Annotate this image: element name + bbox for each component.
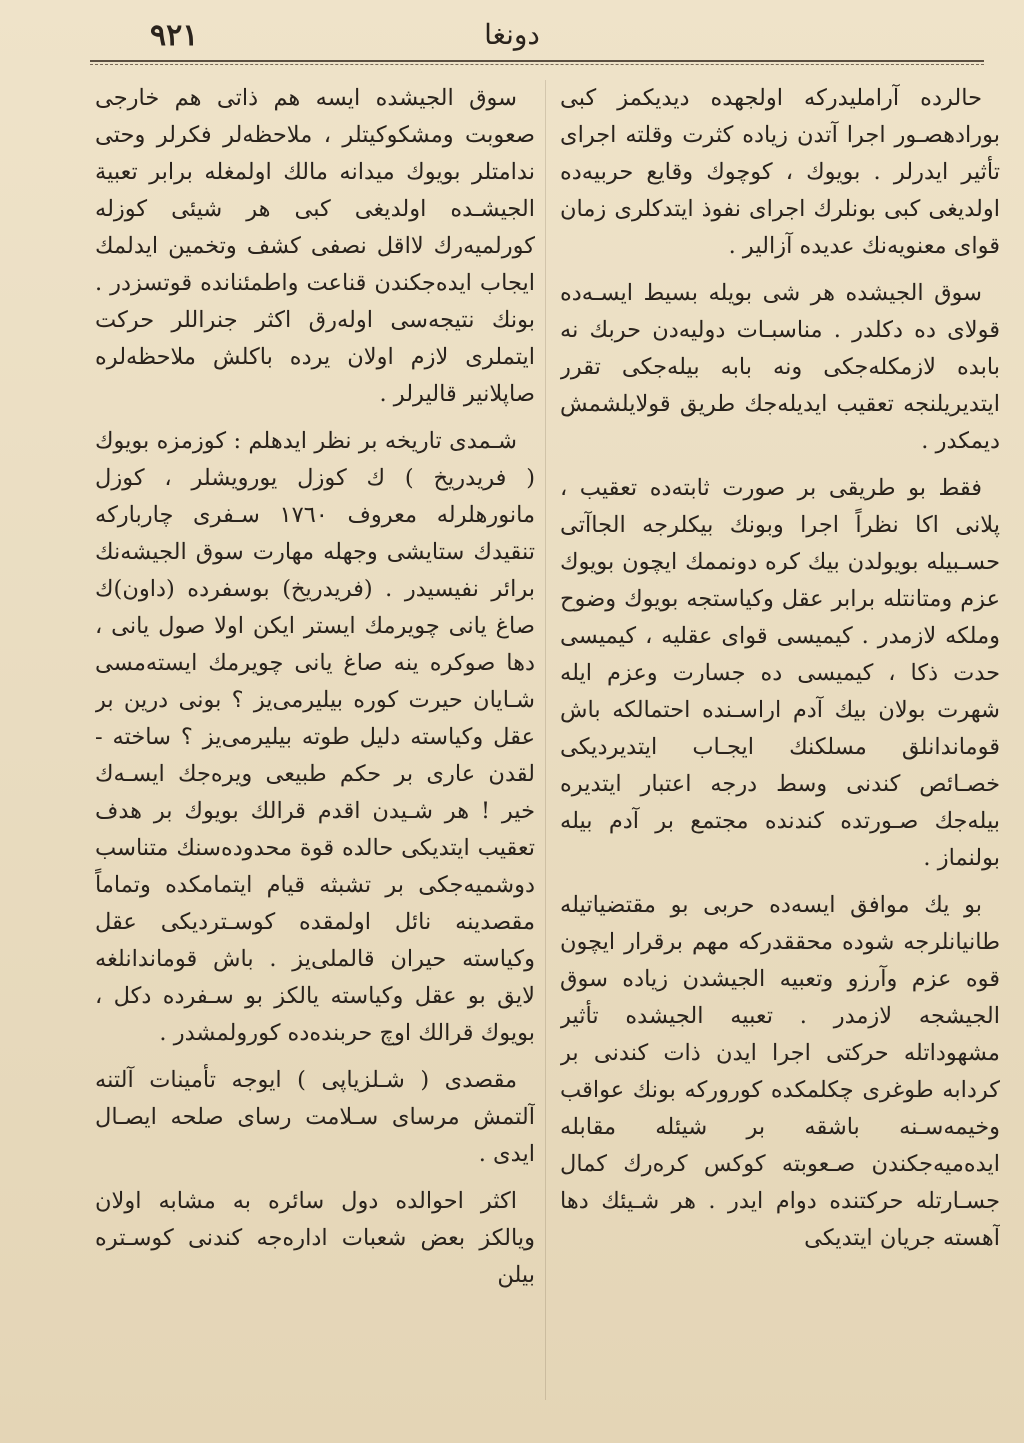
column-gutter <box>545 80 546 1400</box>
paragraph: حالرده آراملیدرکه اولجهده دیدیکمز کبی بورادهصـور اجرا آتدن زیاده کثرت وقلته اجرای تأثیر ایدرلر . بویوك ، کوچوك وقایع حربیه‌ده اولدیغی کبی بونلرك اجرای نفوذ ایتدکلری زمان قوای معنویه‌نك عدیده آزالیر . <box>560 85 1000 259</box>
paragraph: اکثر احوالده دول سائره به مشابه اولان ویالکز بعض شعبات اداره‌جه کندنی کوسـتره بیلن <box>95 1188 535 1288</box>
paragraph: مقصدی ( شـلزیاپی ) ایوجه تأمینات آلتنه آلتمش مرسای سـلامت رسای صلحه ایصـال ایدی . <box>95 1067 535 1167</box>
paragraph: فقط بو طریقی بر صورت ثابته‌ده تعقیب ، پلانی اکا نظراً اجرا وبونك بیکلرجه الجاآتی حسـبیله بویولدن بیك کره دونممك ایچون بویوك عزم ومتانتله برابر عقل وکیاستجه بویوك وضوح وملکه لازمدر . کیمیسی قوای عقلیه ، کیمیسی حدت ذکا ، کیمیسی ده جسارت وعزم ایله شهرت بولان بیك آدم اراسـنده احتمالکه باش قوماندانلق مسلکنك ایجـاب ایتدیردیکی خصـائص کندنی وسط درجه اعتبار ایتدیره بیله‌جك صـورتده کندنده مجتمع بر آدم بیله بولنماز . <box>560 475 1000 871</box>
paragraph: سوق الجیشده هر شی بویله بسیط ایسـه‌ده قولای ده دکلدر . مناسبـات دولیه‌دن حربك نه بابده لازمکله‌جکی ونه بابه بیله‌جکی تقرر ایتدیریلنجه تعقیب ایدیله‌جك طریق قولایلشمش دیمکدر . <box>560 280 1000 454</box>
right-text-column <box>560 80 1000 1400</box>
running-title: دونغا <box>484 18 540 51</box>
paragraph: سوق الجیشده ایسه هم ذاتی هم خارجی صعوبت ومشکوکیتلر ، ملاحظه‌لر فکرلر وحتی ندامتلر بویوك میدانه مالك اولمغله برابر تعبیة الجیشـده اولدیغی کبی هر شیئی کوزله کورلمیه‌رك لااقل نصفی کشف وتخمین ایدلمك ایجاب ایده‌جکندن قناعت واطمئنانده قوتسزدر . بونك نتیجه‌سی اوله‌رق اکثر جنراللر حرکت ایتملری لازم اولان یرده باکلش ملاحظه‌لره صاپلانیر قالیرلر . <box>95 85 535 407</box>
header-rule-ornament <box>90 64 984 65</box>
paragraph: بو یك موافق ایسه‌ده حربی بو مقتضیاتیله طانیانلرجه شوده محققدرکه مهم برقرار ایچون قوه عزم وآرزو وتعبیه الجیشدن زیاده سوق الجیشجه لازمدر . تعبیه الجیشده تأثیر مشهوداتله حرکتی اجرا ایدن ذات کندنی بر کردابه طوغری چکلمکده کورورکه بونك عواقب وخیمه‌سـنه باشقه بر شیئله مقابله ایده‌میه‌جکندن صـعوبته کوکس کره‌رك کمال جسـارتله حرکتنده دوام ایدر . هر شـیئك دها آهسته جریان ایتدیکی <box>560 892 1000 1251</box>
left-text-column <box>95 80 535 1400</box>
page-header <box>0 18 1024 54</box>
header-rule <box>90 60 984 62</box>
paragraph: شـمدی تاریخه بر نظر ایدهلم : کوزمزه بویوك ( فریدریخ ) ك کوزل یورویشلر ، کوزل مانورهلرله معروف ١٧٦٠ سـفری چاربارکه تنقیدك ستایشی وجهله مهارت سوق الجیشه‌نك برائر نفیسیدر . (فریدریخ) بوسفرده (داون)ك صاغ یانی چویرمك ایستر ایکن اولا صول یانی ، دها صوکره ینه صاغ یانی چویرمك ایسته‌مسی شـایان حیرت کوره بیلیرمی‌یز ؟ بونی درین بر عقل وکیاسته دلیل طوته بیلیرمی‌یز ؟ ساخته - لقدن عاری بر حکم طبیعی ویره‌جك ایسـه‌ك خیر ! هر شـیدن اقدم قرالك بویوك بر هدف تعقیب ایتدیکی حالده قوة محدوده‌سنك متناسب دوشمیه‌جکی بر تشبثه قیام ایتمامکده وتماماً مقصدینه نائل اولمقده کوسـتردیکی عقل وکیاسته حیران قالملی‌یز . باش قوماندانلغه لایق بو عقل وکیاسته یالکز بو سـفرده دکل ، بویوك قرالك اوچ حربنده‌ده کورولمشدر . <box>95 428 535 1046</box>
page-number: ٩٢١ <box>150 18 199 53</box>
